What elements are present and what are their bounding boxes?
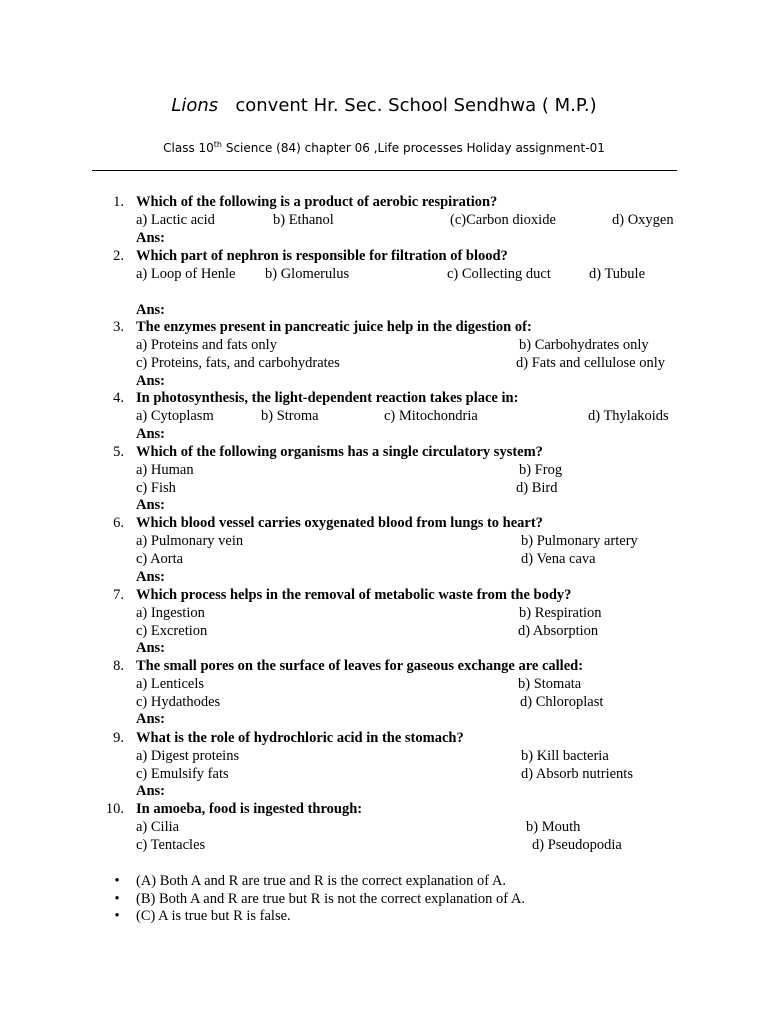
- answer-label: Ans:: [136, 497, 166, 513]
- option-d: d) Absorb nutrients: [521, 766, 633, 782]
- answer-label: Ans:: [136, 783, 166, 799]
- option-c: c) Emulsify fats: [136, 766, 229, 782]
- subtitle-class: Class 10: [163, 141, 214, 155]
- question-text: Which of the following organisms has a single circulatory system?: [136, 444, 543, 460]
- bullet-marker: •: [114, 873, 120, 889]
- question-text: Which of the following is a product of aerobic respiration?: [136, 194, 498, 210]
- question-number: 7.: [113, 587, 124, 603]
- question-number: 9.: [113, 730, 124, 746]
- question-number: 5.: [113, 444, 124, 460]
- question-number: 1.: [113, 194, 124, 210]
- question-number: 3.: [113, 319, 124, 335]
- question-number: 10.: [105, 801, 124, 817]
- option-b: b) Frog: [519, 462, 563, 478]
- assignment-subtitle: [0, 140, 768, 156]
- option-d: d) Thylakoids: [588, 408, 669, 424]
- option-a: a) Proteins and fats only: [136, 337, 277, 353]
- subtitle-sup: th: [213, 140, 223, 149]
- option-b: b) Mouth: [526, 819, 581, 835]
- option-b: b) Carbohydrates only: [519, 337, 649, 353]
- option-b: b) Kill bacteria: [521, 748, 609, 764]
- option-c: c) Collecting duct: [447, 266, 551, 282]
- option-c: c) Excretion: [136, 623, 208, 639]
- option-a: a) Human: [136, 462, 194, 478]
- question-text: The small pores on the surface of leaves for gaseous exchange are called:: [136, 658, 584, 674]
- option-c: c) Aorta: [136, 551, 184, 567]
- option-b: b) Ethanol: [273, 212, 334, 228]
- bullet-marker: •: [114, 908, 120, 924]
- option-d: d) Chloroplast: [520, 694, 604, 710]
- answer-label: Ans:: [136, 373, 166, 389]
- question-number: 6.: [113, 515, 124, 531]
- question-text: Which process helps in the removal of metabolic waste from the body?: [136, 587, 572, 603]
- school-title-italic: Lions: [171, 95, 219, 116]
- question-text: The enzymes present in pancreatic juice help in the digestion of:: [136, 319, 532, 335]
- option-a: a) Lenticels: [136, 676, 205, 692]
- option-c: c) Fish: [136, 480, 176, 496]
- bullet-marker: •: [114, 891, 120, 907]
- option-b: b) Respiration: [519, 605, 602, 621]
- option-a: a) Digest proteins: [136, 748, 240, 764]
- subtitle-rest: Science (84) chapter 06 ,Life processes Holiday assignment-01: [222, 141, 605, 155]
- option-d: d) Pseudopodia: [532, 837, 622, 853]
- option-c: c) Mitochondria: [384, 408, 478, 424]
- question-number: 4.: [113, 390, 124, 406]
- assertion-option: (A) Both A and R are true and R is the correct explanation of A.: [136, 873, 507, 889]
- option-a: a) Cilia: [136, 819, 180, 835]
- assertion-option: (C) A is true but R is false.: [136, 908, 291, 924]
- answer-label: Ans:: [136, 302, 166, 318]
- question-text: Which part of nephron is responsible for filtration of blood?: [136, 248, 508, 264]
- answer-label: Ans:: [136, 711, 166, 727]
- answer-label: Ans:: [136, 230, 166, 246]
- option-a: a) Cytoplasm: [136, 408, 214, 424]
- school-title-rest: convent Hr. Sec. School Sendhwa ( M.P.): [235, 95, 597, 116]
- option-c: c) Hydathodes: [136, 694, 221, 710]
- assertion-option: (B) Both A and R are true but R is not the correct explanation of A.: [136, 891, 526, 907]
- answer-label: Ans:: [136, 426, 166, 442]
- answer-label: Ans:: [136, 640, 166, 656]
- answer-label: Ans:: [136, 569, 166, 585]
- question-number: 8.: [113, 658, 124, 674]
- option-b: b) Stomata: [518, 676, 582, 692]
- option-a: a) Ingestion: [136, 605, 205, 621]
- option-d: d) Vena cava: [521, 551, 596, 567]
- school-title: [0, 94, 768, 118]
- question-number: 2.: [113, 248, 124, 264]
- option-b: b) Stroma: [261, 408, 319, 424]
- option-d: d) Bird: [516, 480, 558, 496]
- option-d: d) Absorption: [518, 623, 599, 639]
- option-b: b) Glomerulus: [265, 266, 350, 282]
- option-d: d) Fats and cellulose only: [516, 355, 666, 371]
- option-a: a) Loop of Henle: [136, 266, 236, 282]
- option-d: d) Tubule: [589, 266, 646, 282]
- option-c: c) Tentacles: [136, 837, 206, 853]
- header-divider: [92, 170, 677, 171]
- question-text: In amoeba, food is ingested through:: [136, 801, 363, 817]
- option-b: b) Pulmonary artery: [521, 533, 638, 549]
- question-text: In photosynthesis, the light-dependent reaction takes place in:: [136, 390, 519, 406]
- option-d: d) Oxygen: [612, 212, 674, 228]
- option-c: (c)Carbon dioxide: [450, 212, 556, 228]
- question-text: What is the role of hydrochloric acid in the stomach?: [136, 730, 464, 746]
- option-a: a) Pulmonary vein: [136, 533, 244, 549]
- question-text: Which blood vessel carries oxygenated blood from lungs to heart?: [136, 515, 543, 531]
- option-a: a) Lactic acid: [136, 212, 215, 228]
- option-c: c) Proteins, fats, and carbohydrates: [136, 355, 340, 371]
